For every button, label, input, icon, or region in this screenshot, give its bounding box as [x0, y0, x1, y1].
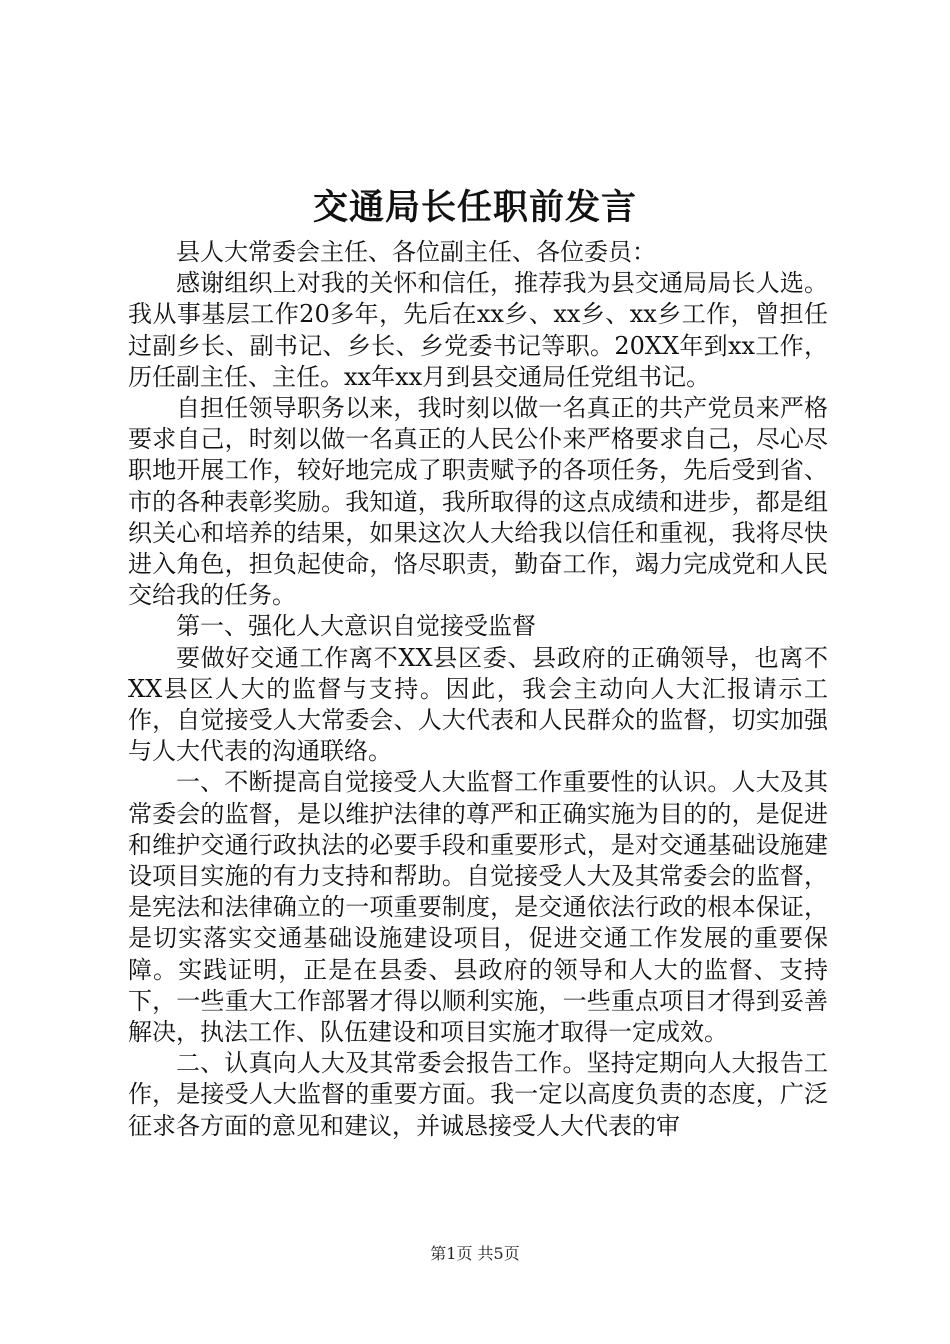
- body-paragraph: 自担任领导职务以来，我时刻以做一名真正的共产党员来严格要求自己，时刻以做一名真正的人民公仆来严格要求自己，尽心尽职地开展工作，较好地完成了职责赋予的各项任务，先后受到省、市的各种表彰奖励。我知道，我所取得的这点成绩和进步，都是组织关心和培养的结果，如果这次人大给我以信任和重视，我将尽快进入角色，担负起使命，恪尽职责，勤奋工作，竭力完成党和人民交给我的任务。: [128, 394, 828, 610]
- body-paragraph: 一、不断提高自觉接受人大监督工作重要性的认识。人大及其常委会的监督，是以维护法律的尊严和正确实施为目的的，是促进和维护交通行政执法的必要手段和重要形式，是对交通基础设施建设项目实施的有力支持和帮助。自觉接受人大及其常委会的监督，是宪法和法律确立的一项重要制度，是交通依法行政的根本保证，是切实落实交通基础设施建设项目，促进交通工作发展的重要保障。实践证明，正是在县委、县政府的领导和人大的监督、支持下，一些重大工作部署才得以顺利实施，一些重点项目才得到妥善解决，执法工作、队伍建设和项目实施才取得一定成效。: [128, 768, 828, 1047]
- document-title: 交通局长任职前发言: [312, 187, 637, 228]
- document-body: [128, 237, 828, 1142]
- salutation-paragraph: 县人大常委会主任、各位副主任、各位委员：: [176, 238, 656, 266]
- section-heading: 第一、强化人大意识自觉接受监督: [176, 612, 536, 641]
- body-paragraph: 二、认真向人大及其常委会报告工作。坚持定期向人大报告工作，是接受人大监督的重要方面。我一定以高度负责的态度，广泛征求各方面的意见和建议，并诚恳接受人大代表的审: [128, 1049, 828, 1140]
- body-paragraph: 感谢组织上对我的关怀和信任，推荐我为县交通局局长人选。我从事基层工作20多年，先后在xx乡、xx乡、xx乡工作，曾担任过副乡长、副书记、乡长、乡党委书记等职。20XX年到xx工作，历任副主任、主任。xx年xx月到县交通局任党组书记。: [128, 269, 828, 391]
- page-footer: 第1页 共5页: [430, 1244, 520, 1263]
- body-paragraph: 要做好交通工作离不XX县区委、县政府的正确领导，也离不XX县区人大的监督与支持。因此，我会主动向人大汇报请示工作，自觉接受人大常委会、人大代表和人民群众的监督，切实加强与人大代表的沟通联络。: [128, 643, 828, 766]
